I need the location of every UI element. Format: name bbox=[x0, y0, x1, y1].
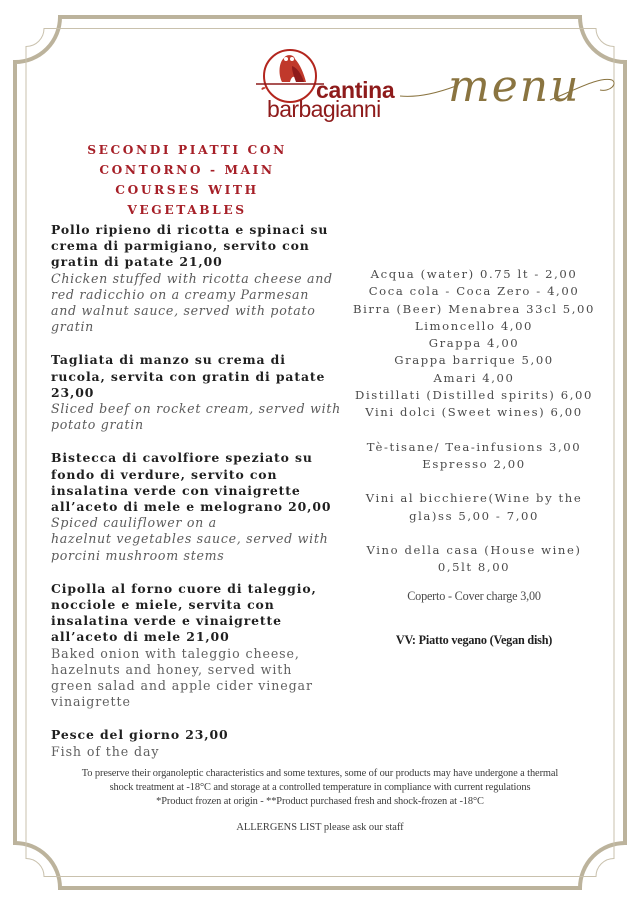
dish-name-line: crema di parmigiano, servito con bbox=[51, 238, 310, 254]
dish-name-line: rucola, servita con gratin di patate bbox=[51, 368, 326, 384]
dish-desc-line: vinaigrette bbox=[51, 694, 131, 710]
dish-desc-line: Baked onion with taleggio cheese, bbox=[51, 645, 300, 661]
drink-item: gla)ss 5,00 - 7,00 bbox=[409, 508, 539, 523]
dish-item bbox=[51, 222, 341, 335]
dish-name bbox=[51, 727, 341, 743]
dish-desc-line: Spiced cauliflower on a bbox=[51, 515, 217, 531]
freezing-notice bbox=[40, 767, 600, 810]
drink-item: Coca cola - Coca Zero - 4,00 bbox=[368, 284, 580, 299]
drink-item: Vino della casa (House wine) bbox=[366, 542, 582, 557]
logo-text-barbagianni: barbagianni bbox=[267, 96, 381, 122]
dish-name bbox=[51, 222, 341, 271]
dish-name-line: Pollo ripieno di ricotta e spinaci su bbox=[51, 222, 329, 237]
dish-desc-line: green salad and apple cider vinegar bbox=[51, 678, 313, 694]
notice-line: shock treatment at -18°C and storage at a controlled temperature in compliance with current regulations bbox=[109, 782, 531, 794]
dish-name-line: gratin di patate 21,00 bbox=[51, 254, 223, 270]
dish-desc-line: gratin bbox=[51, 319, 94, 335]
drink-item: Birra (Beer) Menabrea 33cl 5,00 bbox=[352, 301, 595, 316]
drink-item: Vini dolci (Sweet wines) 6,00 bbox=[365, 405, 583, 420]
drink-item: Acqua (water) 0.75 lt - 2,00 bbox=[370, 267, 578, 281]
drink-item: Amari 4,00 bbox=[433, 370, 515, 385]
allergens-note: ALLERGENS LIST please ask our staff bbox=[236, 822, 404, 833]
dish-description bbox=[51, 744, 341, 760]
menu-script-title bbox=[400, 56, 620, 126]
dish-desc-line: Chicken stuffed with ricotta cheese and bbox=[51, 270, 333, 286]
dish-name-line: Bistecca di cavolfiore speziato su bbox=[51, 450, 313, 466]
spacer bbox=[348, 473, 600, 490]
dish-desc-line: Sliced beef on rocket cream, served with bbox=[51, 401, 341, 417]
dish-desc-line: hazelnut vegetables sauce, served with bbox=[51, 531, 329, 547]
drink-item: Limoncello 4,00 bbox=[414, 318, 534, 333]
section-title-line: COURSES WITH VEGETABLES bbox=[115, 183, 259, 217]
dish-list bbox=[51, 222, 341, 777]
dish-item bbox=[51, 727, 341, 759]
section-title bbox=[62, 140, 312, 220]
dish-name-line: insalatina verde e vinaigrette bbox=[51, 613, 282, 629]
spacer bbox=[348, 422, 600, 439]
dish-name bbox=[51, 450, 341, 515]
dish-name-line: insalatina verde con vinaigrette bbox=[51, 482, 301, 498]
notice-line: To preserve their organoleptic characteristics and some textures, some of our products may have undergone a thermal bbox=[81, 768, 559, 779]
dish-desc-line: and walnut sauce, served with potato bbox=[51, 303, 316, 319]
drink-item: Vini al bicchiere(Wine by the bbox=[365, 491, 583, 506]
dish-desc-line: potato gratin bbox=[51, 417, 144, 433]
dish-name-line: Tagliata di manzo su crema di bbox=[51, 352, 286, 368]
drink-item: Distillati (Distilled spirits) 6,00 bbox=[355, 388, 593, 403]
cover-charge: Coperto - Cover charge 3,00 bbox=[407, 589, 541, 603]
dish-name-line: nocciole e miele, servita con bbox=[51, 597, 275, 613]
drink-item: 0,5lt 8,00 bbox=[437, 560, 511, 575]
dish-item bbox=[51, 581, 341, 711]
section-title-line: SECONDI PIATTI CON bbox=[87, 143, 287, 157]
dish-item bbox=[51, 450, 341, 563]
dish-name-line: Cipolla al forno cuore di taleggio, bbox=[51, 580, 317, 596]
drinks-list bbox=[348, 266, 600, 576]
dish-name bbox=[51, 581, 341, 646]
drink-item: Tè-tisane/ Tea-infusions 3,00 bbox=[366, 439, 582, 454]
vegan-legend: VV: Piatto vegano (Vegan dish) bbox=[395, 633, 553, 647]
dish-name bbox=[51, 352, 341, 401]
dish-desc-line: red radicchio on a creamy Parmesan bbox=[51, 286, 310, 302]
dish-item bbox=[51, 352, 341, 433]
dish-desc-line: porcini mushroom stems bbox=[51, 547, 225, 563]
svg-text:menu: menu bbox=[448, 61, 581, 112]
notice-line: *Product frozen at origin - **Product purchased fresh and shock-frozen at -18°C bbox=[156, 796, 484, 808]
dish-name-line: all’aceto di mele e melograno 20,00 bbox=[51, 499, 332, 515]
dish-description bbox=[51, 515, 341, 564]
dish-name-line: Pesce del giorno 23,00 bbox=[51, 727, 229, 743]
dish-name-line: all’aceto di mele 21,00 bbox=[51, 629, 230, 645]
drink-item: Espresso 2,00 bbox=[422, 456, 526, 471]
dish-desc-line: hazelnuts and honey, served with bbox=[51, 661, 293, 677]
dish-description bbox=[51, 401, 341, 433]
spacer bbox=[348, 525, 600, 542]
dish-description bbox=[51, 271, 341, 336]
section-title-line: CONTORNO - MAIN bbox=[99, 163, 275, 177]
dish-name-line: 23,00 bbox=[51, 384, 95, 400]
logo-text-cantina: cantina bbox=[316, 77, 395, 103]
dish-description bbox=[51, 646, 341, 711]
drink-item: Grappa 4,00 bbox=[428, 336, 520, 351]
dish-desc-line: Fish of the day bbox=[51, 743, 160, 759]
drink-item: Grappa barrique 5,00 bbox=[394, 353, 554, 368]
dish-name-line: fondo di verdure, servito con bbox=[51, 466, 278, 482]
